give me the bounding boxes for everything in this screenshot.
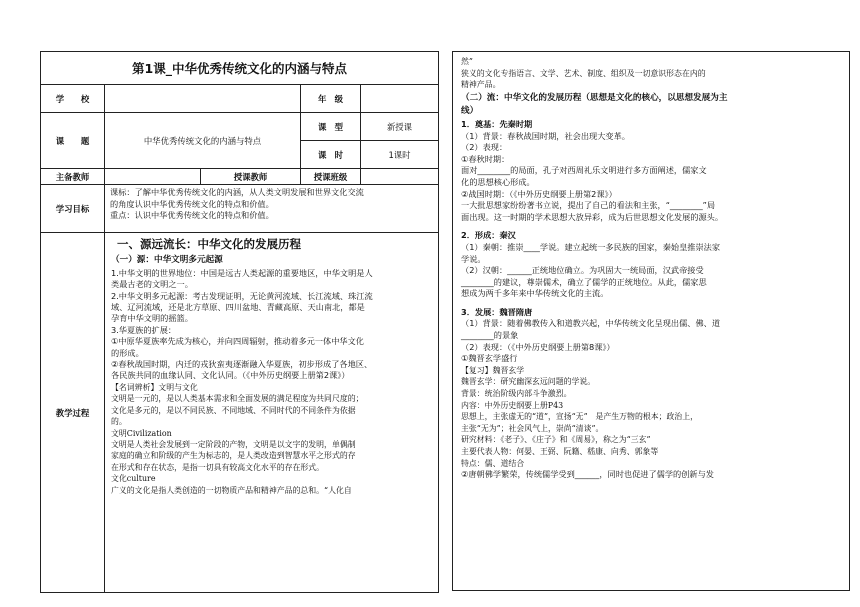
text-line: 孕育中华文明的摇篮。 xyxy=(111,313,193,324)
text-line: （2）汉朝：______正统地位确立。为巩固大一统局面，汉武帝接受 xyxy=(461,265,704,276)
hours-label: 课 时 xyxy=(301,141,361,169)
note-line: 的。 xyxy=(111,417,127,427)
note-line: 主张“无为”；社会风气上，崇尚“清谈”。 xyxy=(461,423,604,433)
text-line: ①中原华夏族率先成为核心，并向四周辐射，推动着多元一体中华文化 xyxy=(111,336,364,347)
stage-heading: 2．形成：秦汉 xyxy=(461,230,516,241)
note-line: 【名词辨析】文明与文化 xyxy=(111,382,198,392)
note-line: 主要代表人物：何晏、王弼、阮籍、嵇康、向秀、郭象等 xyxy=(461,447,659,456)
note-line: 【复习】魏晋玄学 xyxy=(461,365,525,375)
lesson-plan-table-page xyxy=(40,51,438,591)
goal-label: 学习目标 xyxy=(41,185,105,233)
note-line: 文明是人类社会发展到一定阶段的产物，文明是以文字的发明，单偶制 xyxy=(111,439,356,449)
goal-line: 重点：认识中华优秀传统文化的特点和价值。 xyxy=(110,210,274,220)
stage-heading: 1．奠基：先秦时期 xyxy=(461,118,533,129)
note-line: 广义的文化是指人类创造的一切物质产品和精神产品的总和。“人化自 xyxy=(111,485,352,495)
main-teacher-label: 主备教师 xyxy=(41,169,105,185)
topic-label: 课 题 xyxy=(41,113,105,169)
text-line: 面对________的局面，孔子对西周礼乐文明进行多方面阐述，儒家文 xyxy=(461,165,707,176)
text-line: ②唐朝佛学繁荣，传统儒学受到______，同时也促进了儒学的创新与发 xyxy=(461,469,714,480)
text-line: （2）表现： xyxy=(461,142,508,153)
text-line: （1）背景：随着佛教传入和道教兴起，中华传统文化呈现出儒、佛、道 xyxy=(461,318,721,329)
topic-value: 中华优秀传统文化的内涵与特点 xyxy=(105,113,301,169)
type-value: 新授课 xyxy=(361,113,439,141)
text-line: 2.中华文明多元起源：考古发现证明，无论黄河流域、长江流域、珠江流 xyxy=(111,290,373,301)
text-line: 1.中华文明的世界地位：中国是远古人类起源的重要地区，中华文明是人 xyxy=(111,267,373,278)
school-value xyxy=(105,85,301,113)
grade-value xyxy=(361,85,439,113)
note-line: 内容：中外历史纲要上册P43 xyxy=(461,400,564,410)
note-line: 背景：统治阶级内部斗争激烈。 xyxy=(461,389,572,399)
text-line: （2）表现：（《中外历史纲要上册第8课》） xyxy=(461,341,615,352)
text-line: 想成为两千多年来中华传统文化的主流。 xyxy=(461,288,609,299)
goal-content xyxy=(105,185,439,233)
text-line: 类最古老的文明之一。 xyxy=(111,279,193,290)
hours-value: 1课时 xyxy=(361,141,439,169)
text-line: （1）背景：春秋战国时期，社会出现大变革。 xyxy=(461,130,630,141)
text-line: ②战国时期：（《中外历史纲要上册第2课》） xyxy=(461,188,617,199)
grade-label: 年 级 xyxy=(301,85,361,113)
text-line: 各民族共同的血缘认同、文化认同。（《中外历史纲要上册第2课》） xyxy=(111,370,350,381)
teacher-label: 授课教师 xyxy=(201,169,301,185)
note-line: 魏晋玄学：研究幽深玄远问题的学说。 xyxy=(461,377,596,387)
text-line: 学说。 xyxy=(461,253,486,264)
text-line: ②春秋战国时期，内迁的戎狄蛮夷逐渐融入华夏族，初步形成了各地区、 xyxy=(111,359,373,370)
process-content xyxy=(105,233,439,593)
text-line: 的形成。 xyxy=(111,347,144,358)
note-line: 在形式和存在状态，是指一切具有较高文化水平的存在形式。 xyxy=(111,462,325,472)
stage-heading: 3．发展：魏晋隋唐 xyxy=(461,306,533,317)
note-line: 然” xyxy=(461,57,473,66)
text-line: ①春秋时期： xyxy=(461,153,510,164)
type-label: 课 型 xyxy=(301,113,361,141)
lesson-title: 第1课_中华优秀传统文化的内涵与特点 xyxy=(41,52,439,85)
school-label: 学 校 xyxy=(41,85,105,113)
subsection-heading: （一）源：中华文明多元起源 xyxy=(111,255,223,266)
class-label: 授课班级 xyxy=(301,169,361,185)
text-line: 一大批思想家纷纷著书立说，提出了自己的看法和主张，“________”局 xyxy=(461,200,716,211)
note-line: 思想上，主张虚无的“道”，宣扬“无” 是产生万物的根本；政治上， xyxy=(461,412,699,422)
text-line: 面出现。这一时期的学术思想大放异彩，成为后世思想文化发展的源头。 xyxy=(461,211,724,222)
text-line: 域、辽河流域，还是北方草原、四川盆地、青藏高原、天山南北，都是 xyxy=(111,302,365,313)
subsection-heading-cont: 线） xyxy=(461,106,479,117)
main-teacher-value xyxy=(105,169,201,185)
note-line: 家庭的确立和阶级的产生为标志的，是人类改造到智慧水平之形式的存 xyxy=(111,451,356,461)
note-line: 文化culture xyxy=(111,474,156,484)
process-continuation-page xyxy=(452,51,850,591)
note-line: 精神产品。 xyxy=(461,80,501,90)
note-line: 文明是一元的，是以人类基本需求和全面发展的满足程度为共同尺度的； xyxy=(111,394,364,404)
lesson-plan-table xyxy=(40,51,439,593)
note-line: 文化是多元的，是以不同民族、不同地域、不同时代的不同条件为依据 xyxy=(111,405,356,415)
note-line: 文明Civilization xyxy=(111,428,172,438)
class-value xyxy=(361,169,439,185)
goal-line: 课标：了解中华优秀传统文化的内涵，从人类文明发展和世界文化交流 xyxy=(110,187,364,197)
subsection-heading: （二）流：中华文化的发展历程（思想是文化的核心，以思想发展为主 xyxy=(461,92,728,103)
process-label: 教学过程 xyxy=(41,233,105,593)
goal-line: 的角度认识中华优秀传统文化的特点和价值。 xyxy=(110,198,274,209)
note-line: 狭义的文化专指语言、文学、艺术、制度、组织及一切意识形态在内的 xyxy=(461,68,706,78)
text-line: ________的景象 xyxy=(461,330,519,341)
section-heading: 一、源远流长：中华文化的发展历程 xyxy=(117,237,301,251)
text-line: 化的思想核心形成。 xyxy=(461,176,535,187)
text-line: 3.华夏族的扩展： xyxy=(111,324,177,335)
text-line: （1）秦朝：推崇____学说。建立起统一多民族的国家，秦始皇推崇法家 xyxy=(461,241,721,252)
text-line: ①魏晋玄学盛行 xyxy=(461,353,518,364)
note-line: 研究材料：《老子》、《庄子》和《周易》，称之为“三玄” xyxy=(461,435,651,445)
text-line: ________的建议，尊崇儒术，确立了儒学的正统地位。从此，儒家思 xyxy=(461,276,707,287)
note-line: 特点：儒、道结合 xyxy=(461,458,525,468)
